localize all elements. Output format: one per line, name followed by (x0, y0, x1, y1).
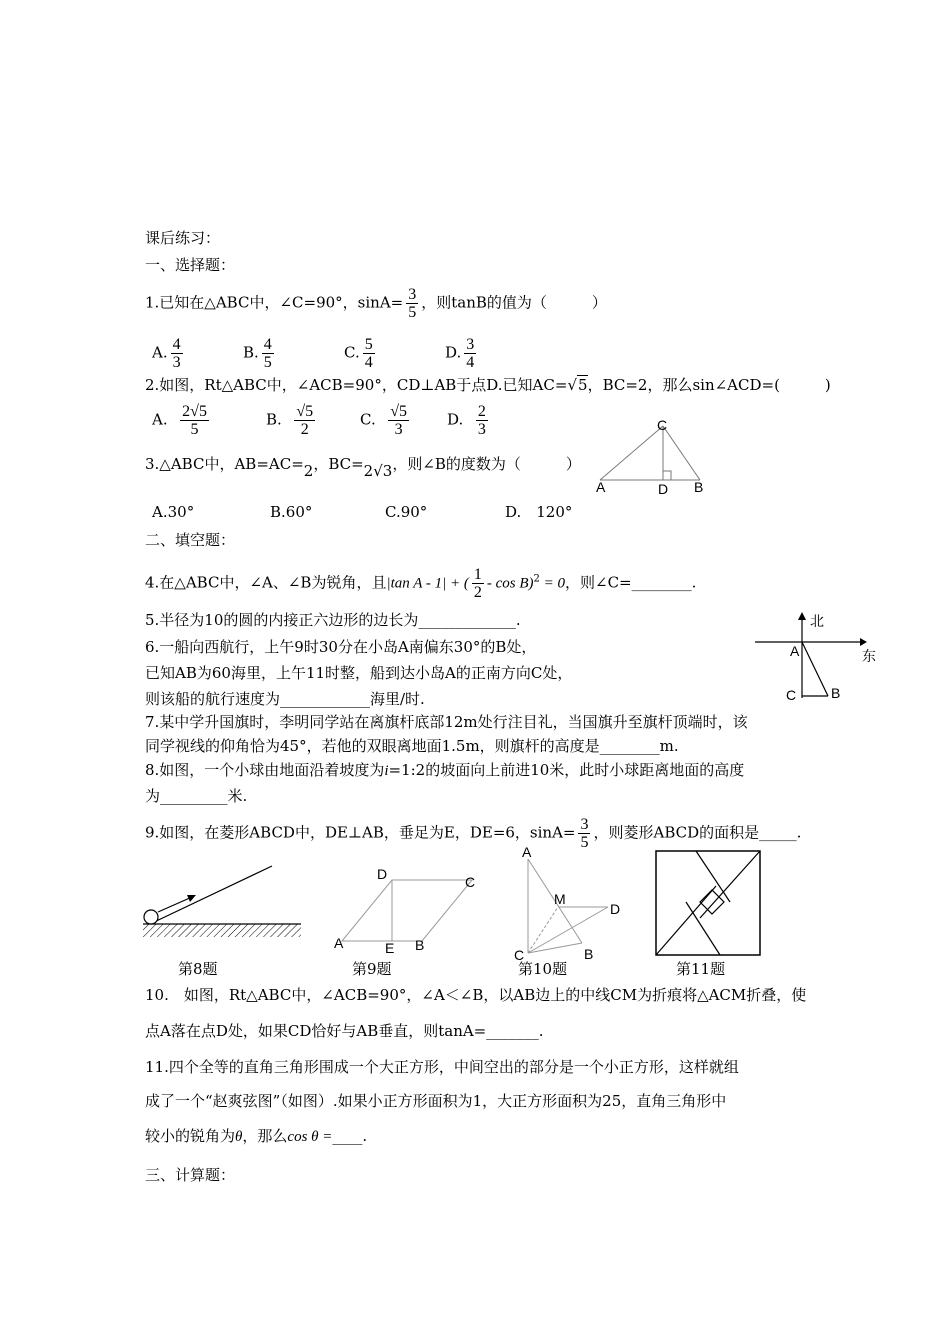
caption-fig8: 第8题 (178, 960, 218, 978)
question-4: 4.在△ABC中，∠A、∠B为锐角，且|tan A - 1| + ( $\frac{1}{2}$ - cos B)$^2$ = 0，则∠C=________. (145, 566, 697, 601)
question-6-line3: 则该船的航行速度为____________海里/时. (145, 690, 425, 708)
label-east: 东 (862, 648, 876, 664)
question-8-line1: 8.如图，一个小球由地面沿着坡度为i=1:2的坡面向上前进10米，此时小球距离地面的高度 (145, 761, 745, 779)
label-d: D (377, 866, 388, 882)
figure-11-zhao-shuang (655, 850, 765, 960)
label-b: B (694, 479, 704, 495)
q2-option-b: B. $\frac{√5}{2}$ (266, 403, 314, 438)
question-7-line2: 同学视线的仰角恰为45°，若他的双眼离地面1.5m，则旗杆的高度是________m. (145, 737, 679, 755)
caption-fig9: 第9题 (352, 960, 392, 978)
label-b: B (831, 685, 841, 701)
caption-fig11: 第11题 (676, 960, 726, 978)
question-3: 3.△ABC中，AB=AC=2，BC=2√3，则∠B的度数为（ ） (145, 455, 581, 480)
question-2: 2.如图，Rt△ABC中，∠ACB=90°，CD⊥AB于点D.已知AC=√5，BC=2，那么sin∠ACD=( ) (145, 376, 831, 394)
figure-q6-compass (750, 610, 880, 710)
question-6-line2: 已知AB为60海里，上午11时整，船到达小岛A的正南方向C处， (145, 664, 573, 682)
label-a: A (522, 844, 532, 860)
q1-option-d: D. $\frac{3}{4}$ (445, 336, 475, 371)
label-a: A (334, 935, 344, 951)
question-6-line1: 6.一船向西航行，上午9时30分在小岛A南偏东30°的B处， (145, 638, 537, 656)
figure-8-slope (140, 862, 310, 942)
q2-option-a: A. $\frac{2√5}{5}$ (152, 403, 207, 438)
fraction: $\frac{3}{5}$ (408, 286, 417, 321)
caption-fig10: 第10题 (518, 960, 568, 978)
label-d: D (610, 901, 621, 917)
label-c: C (657, 417, 668, 433)
label-c: C (465, 874, 476, 890)
question-1: 1.已知在△ABC中，∠C=90°，sinA= $\frac{3}{5}$ ，则tanB的值为（ ） (145, 286, 607, 321)
question-11-line3: 较小的锐角为θ，那么cos θ =____. (145, 1127, 368, 1145)
label-m: M (554, 891, 566, 907)
question-10-line2: 点A落在点D处，如果CD恰好与AB垂直，则tanA=_______. (145, 1022, 544, 1040)
section-calc: 三、计算题： (145, 1166, 236, 1184)
label-e: E (385, 940, 395, 956)
label-d: D (658, 481, 669, 497)
question-11-line1: 11.四个全等的直角三角形围成一个大正方形，中间空出的部分是一个小正方形，这样就组 (145, 1058, 739, 1076)
q1-option-a: A. $\frac{4}{3}$ (152, 336, 181, 371)
section-choice: 一、选择题： (145, 256, 236, 274)
question-5: 5.半径为10的圆的内接正六边形的边长为_____________. (145, 611, 521, 629)
label-north: 北 (810, 613, 824, 629)
label-b: B (584, 946, 594, 962)
label-a: A (790, 643, 800, 659)
question-10-line1: 10. 如图，Rt△ABC中，∠ACB=90°，∠A＜∠B，以AB边上的中线CM为折痕将△ACM折叠，使 (145, 986, 807, 1004)
q1-option-b: B. $\frac{4}{5}$ (243, 336, 272, 371)
q1-option-c: C. $\frac{5}{4}$ (344, 336, 373, 371)
q2-option-c: C. $\frac{√5}{3}$ (360, 403, 408, 438)
question-9: 9.如图，在菱形ABCD中，DE⊥AB，垂足为E，DE=6，sinA= $\frac{3}{5}$ ，则菱形ABCD的面积是_____. (145, 816, 802, 851)
label-c: C (514, 947, 525, 963)
question-11-line2: 成了一个“赵爽弦图”（如图）.如果小正方形面积为1，大正方形面积为25，直角三角形中 (145, 1092, 727, 1110)
question-7-line1: 7.某中学升国旗时，李明同学站在离旗杆底部12m处行注目礼，当国旗升至旗杆顶端时，该 (145, 713, 748, 731)
figure-10-fold (510, 845, 640, 965)
q3-option-d: D. 120° (505, 503, 573, 521)
label-a: A (596, 479, 606, 495)
question-8-line2: 为_________米. (145, 787, 248, 805)
figure-q2-triangle (590, 418, 720, 498)
figure-9-rhombus (330, 862, 490, 957)
q2-option-d: D. $\frac{2}{3}$ (447, 403, 486, 438)
section-fill: 二、填空题： (145, 531, 236, 549)
exercise-header: 课后练习： (145, 229, 221, 247)
q3-option-c: C.90° (385, 503, 428, 521)
label-c: C (786, 687, 797, 703)
label-b: B (415, 937, 425, 953)
q3-option-b: B.60° (270, 503, 313, 521)
q3-option-a: A.30° (152, 503, 195, 521)
